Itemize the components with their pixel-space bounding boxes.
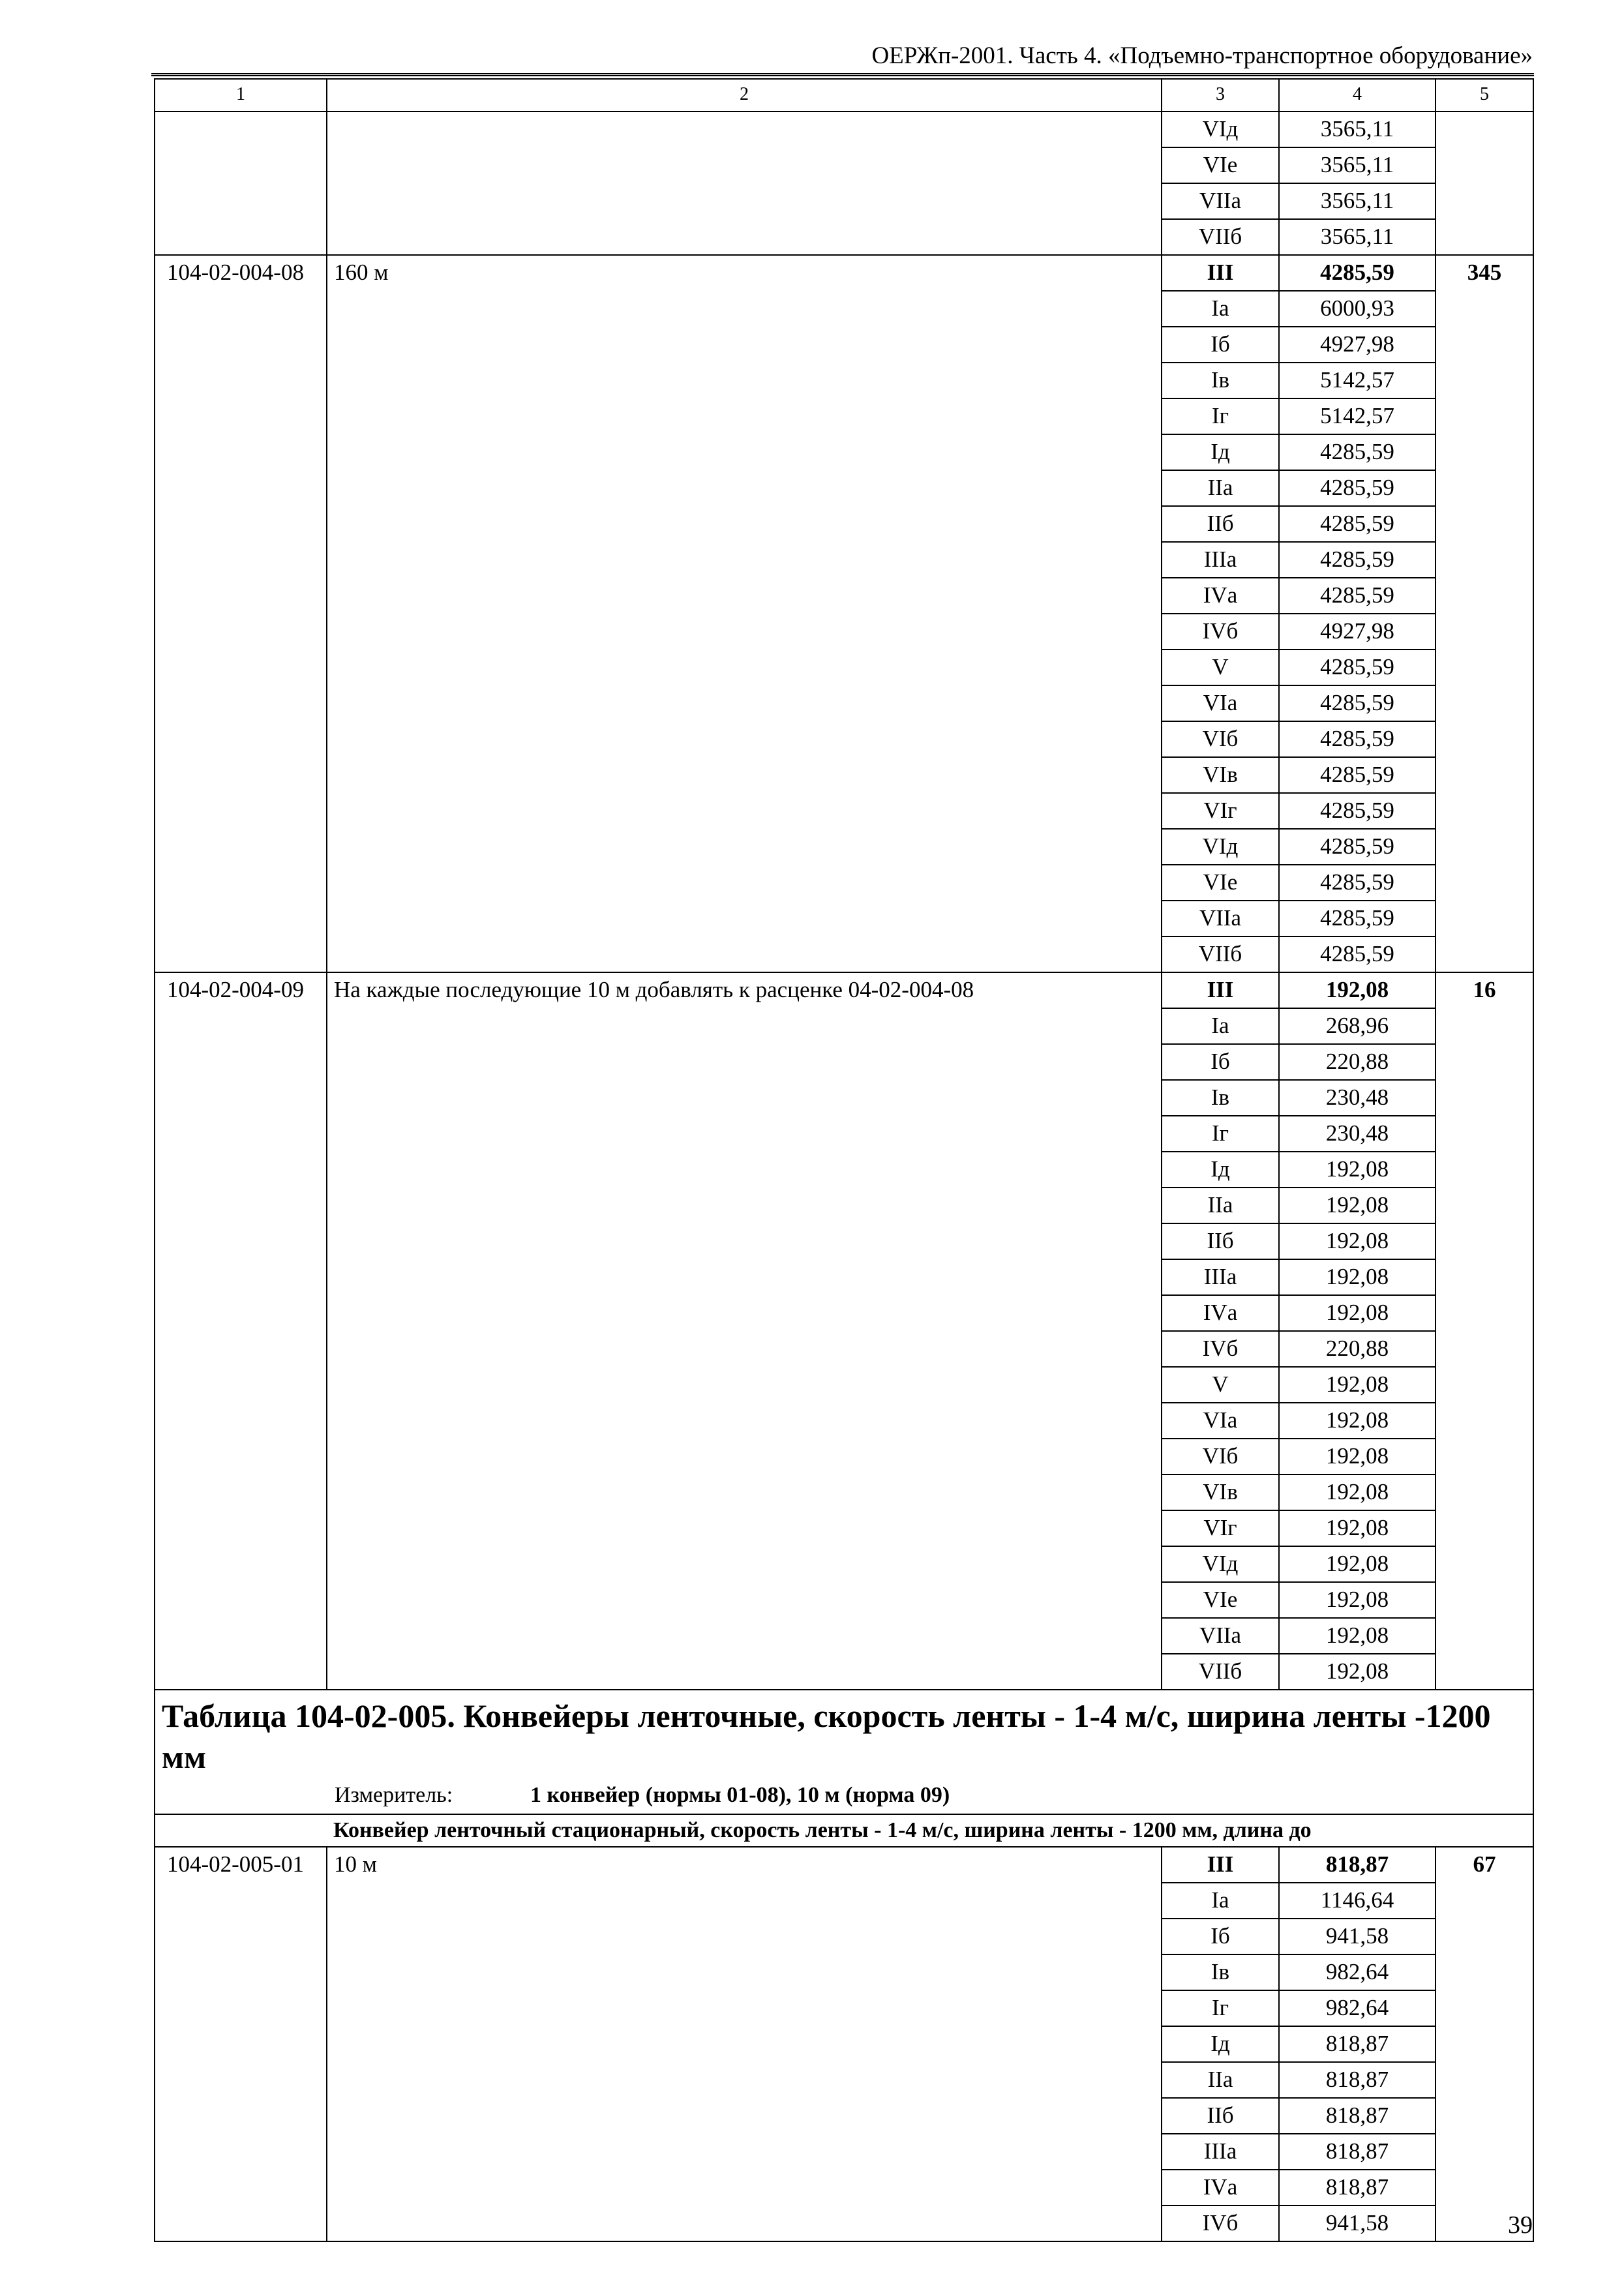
- zone-cell: Iб: [1162, 1044, 1279, 1080]
- labor-cost-cell: 345: [1436, 255, 1533, 972]
- price-cell: 230,48: [1279, 1116, 1436, 1152]
- price-cell: 4285,59: [1279, 901, 1436, 936]
- price-table: [154, 78, 1534, 2242]
- zone-cell: VIIб: [1162, 1654, 1279, 1690]
- zone-cell: Iд: [1162, 2026, 1279, 2062]
- zone-cell: IIб: [1162, 2098, 1279, 2134]
- price-cell: 3565,11: [1279, 112, 1436, 147]
- zone-cell: IIа: [1162, 2062, 1279, 2098]
- page-number: 39: [1508, 2211, 1533, 2239]
- rate-code: [155, 112, 327, 255]
- price-cell: 818,87: [1279, 2062, 1436, 2098]
- price-cell: 4285,59: [1279, 936, 1436, 972]
- zone-cell: IVб: [1162, 614, 1279, 650]
- group-empty-cell: [155, 1814, 327, 1847]
- rate-code: 104-02-004-08: [155, 255, 327, 972]
- zone-cell: VIд: [1162, 1546, 1279, 1582]
- price-cell: 818,87: [1279, 1847, 1436, 1883]
- zone-cell: Iв: [1162, 1954, 1279, 1990]
- price-cell: 4927,98: [1279, 327, 1436, 363]
- price-cell: 192,08: [1279, 1546, 1436, 1582]
- zone-cell: Iа: [1162, 1008, 1279, 1044]
- price-cell: 3565,11: [1279, 147, 1436, 183]
- table-row: [155, 112, 1533, 147]
- zone-cell: III: [1162, 1847, 1279, 1883]
- price-cell: 982,64: [1279, 1990, 1436, 2026]
- labor-cost-cell: 67: [1436, 1847, 1533, 2241]
- zone-cell: IVб: [1162, 1331, 1279, 1367]
- zone-cell: Iб: [1162, 327, 1279, 363]
- zone-cell: VIе: [1162, 147, 1279, 183]
- column-header: 3: [1162, 79, 1279, 112]
- column-number-row: [155, 79, 1533, 112]
- price-cell: 4285,59: [1279, 685, 1436, 721]
- zone-cell: Iд: [1162, 434, 1279, 470]
- price-cell: 4285,59: [1279, 721, 1436, 757]
- zone-cell: III: [1162, 972, 1279, 1008]
- price-cell: 192,08: [1279, 1474, 1436, 1510]
- zone-cell: VIд: [1162, 112, 1279, 147]
- price-cell: 4285,59: [1279, 757, 1436, 793]
- price-cell: 3565,11: [1279, 183, 1436, 219]
- price-cell: 818,87: [1279, 2098, 1436, 2134]
- price-cell: 220,88: [1279, 1044, 1436, 1080]
- price-cell: 192,08: [1279, 1654, 1436, 1690]
- labor-cost-cell: 16: [1436, 972, 1533, 1690]
- price-cell: 818,87: [1279, 2170, 1436, 2206]
- price-cell: 192,08: [1279, 1618, 1436, 1654]
- column-header: 5: [1436, 79, 1533, 112]
- price-cell: 4285,59: [1279, 578, 1436, 614]
- zone-cell: Iа: [1162, 1883, 1279, 1919]
- table-row: [155, 972, 1533, 1008]
- zone-cell: VIIа: [1162, 901, 1279, 936]
- table-row: [155, 1847, 1533, 1883]
- header-double-rule: [151, 73, 1534, 76]
- zone-cell: IIа: [1162, 1188, 1279, 1223]
- zone-cell: IIб: [1162, 1223, 1279, 1259]
- price-cell: 192,08: [1279, 1152, 1436, 1188]
- rate-description: На каждые последующие 10 м добавлять к расценке 04-02-004-08: [327, 972, 1162, 1690]
- price-cell: 192,08: [1279, 1510, 1436, 1546]
- price-cell: 268,96: [1279, 1008, 1436, 1044]
- measure-line: [162, 1777, 1526, 1811]
- price-cell: 4285,59: [1279, 829, 1436, 865]
- price-cell: 192,08: [1279, 1582, 1436, 1618]
- price-cell: 4285,59: [1279, 793, 1436, 829]
- price-cell: 230,48: [1279, 1080, 1436, 1116]
- zone-cell: IIа: [1162, 470, 1279, 506]
- zone-cell: VIIа: [1162, 183, 1279, 219]
- zone-cell: III: [1162, 255, 1279, 291]
- zone-cell: VIIб: [1162, 936, 1279, 972]
- zone-cell: VIг: [1162, 793, 1279, 829]
- price-cell: 4927,98: [1279, 614, 1436, 650]
- price-cell: 4285,59: [1279, 506, 1436, 542]
- zone-cell: VIе: [1162, 865, 1279, 901]
- rate-code: 104-02-004-09: [155, 972, 327, 1690]
- zone-cell: Iг: [1162, 398, 1279, 434]
- price-cell: 4285,59: [1279, 255, 1436, 291]
- table-row: [155, 255, 1533, 291]
- zone-cell: VIе: [1162, 1582, 1279, 1618]
- measure-label: Измеритель:: [335, 1783, 453, 1807]
- price-cell: 5142,57: [1279, 363, 1436, 398]
- zone-cell: Iв: [1162, 1080, 1279, 1116]
- zone-cell: Iа: [1162, 291, 1279, 327]
- zone-cell: Iв: [1162, 363, 1279, 398]
- price-cell: 6000,93: [1279, 291, 1436, 327]
- zone-cell: V: [1162, 1367, 1279, 1403]
- zone-cell: VIа: [1162, 685, 1279, 721]
- labor-cost-cell: [1436, 112, 1533, 255]
- group-title: Конвейер ленточный стационарный, скорость ленты - 1-4 м/с, ширина ленты - 1200 мм, длина до: [327, 1814, 1533, 1847]
- zone-cell: V: [1162, 650, 1279, 685]
- price-cell: 192,08: [1279, 1188, 1436, 1223]
- price-cell: 192,08: [1279, 1259, 1436, 1295]
- zone-cell: VIа: [1162, 1403, 1279, 1439]
- zone-cell: Iб: [1162, 1919, 1279, 1954]
- zone-cell: IIIа: [1162, 1259, 1279, 1295]
- price-cell: 4285,59: [1279, 434, 1436, 470]
- price-cell: 4285,59: [1279, 470, 1436, 506]
- table-title: Таблица 104-02-005. Конвейеры ленточные, скорость ленты - 1-4 м/с, ширина ленты -1200 мм: [162, 1698, 1491, 1775]
- zone-cell: IIIа: [1162, 542, 1279, 578]
- zone-cell: IIб: [1162, 506, 1279, 542]
- price-cell: 4285,59: [1279, 650, 1436, 685]
- zone-cell: Iд: [1162, 1152, 1279, 1188]
- rate-code: 104-02-005-01: [155, 1847, 327, 2241]
- table-title-cell: [155, 1690, 1533, 1814]
- price-cell: 941,58: [1279, 2206, 1436, 2241]
- price-cell: 192,08: [1279, 972, 1436, 1008]
- zone-cell: VIб: [1162, 1439, 1279, 1474]
- price-cell: 3565,11: [1279, 219, 1436, 255]
- table-title-row: [155, 1690, 1533, 1814]
- rate-description: [327, 112, 1162, 255]
- price-cell: 4285,59: [1279, 542, 1436, 578]
- zone-cell: Iг: [1162, 1990, 1279, 2026]
- rate-description: 10 м: [327, 1847, 1162, 2241]
- column-header: 4: [1279, 79, 1436, 112]
- measure-value: 1 конвейер (нормы 01-08), 10 м (норма 09): [530, 1783, 950, 1807]
- price-cell: 192,08: [1279, 1295, 1436, 1331]
- zone-cell: IIIа: [1162, 2134, 1279, 2170]
- group-title-row: [155, 1814, 1533, 1847]
- zone-cell: VIб: [1162, 721, 1279, 757]
- column-header: 2: [327, 79, 1162, 112]
- zone-cell: Iг: [1162, 1116, 1279, 1152]
- zone-cell: IVа: [1162, 2170, 1279, 2206]
- zone-cell: IVа: [1162, 1295, 1279, 1331]
- zone-cell: VIIб: [1162, 219, 1279, 255]
- price-cell: 192,08: [1279, 1367, 1436, 1403]
- running-header: ОЕРЖп-2001. Часть 4. «Подъемно-транспортное оборудование»: [871, 42, 1533, 69]
- zone-cell: IVб: [1162, 2206, 1279, 2241]
- price-cell: 941,58: [1279, 1919, 1436, 1954]
- price-cell: 4285,59: [1279, 865, 1436, 901]
- price-cell: 192,08: [1279, 1223, 1436, 1259]
- price-cell: 1146,64: [1279, 1883, 1436, 1919]
- zone-cell: VIв: [1162, 757, 1279, 793]
- zone-cell: IVа: [1162, 578, 1279, 614]
- zone-cell: VIв: [1162, 1474, 1279, 1510]
- price-cell: 818,87: [1279, 2134, 1436, 2170]
- zone-cell: VIIа: [1162, 1618, 1279, 1654]
- price-cell: 192,08: [1279, 1439, 1436, 1474]
- price-cell: 982,64: [1279, 1954, 1436, 1990]
- price-cell: 220,88: [1279, 1331, 1436, 1367]
- zone-cell: VIд: [1162, 829, 1279, 865]
- zone-cell: VIг: [1162, 1510, 1279, 1546]
- price-cell: 818,87: [1279, 2026, 1436, 2062]
- price-cell: 5142,57: [1279, 398, 1436, 434]
- price-cell: 192,08: [1279, 1403, 1436, 1439]
- rate-description: 160 м: [327, 255, 1162, 972]
- column-header: 1: [155, 79, 327, 112]
